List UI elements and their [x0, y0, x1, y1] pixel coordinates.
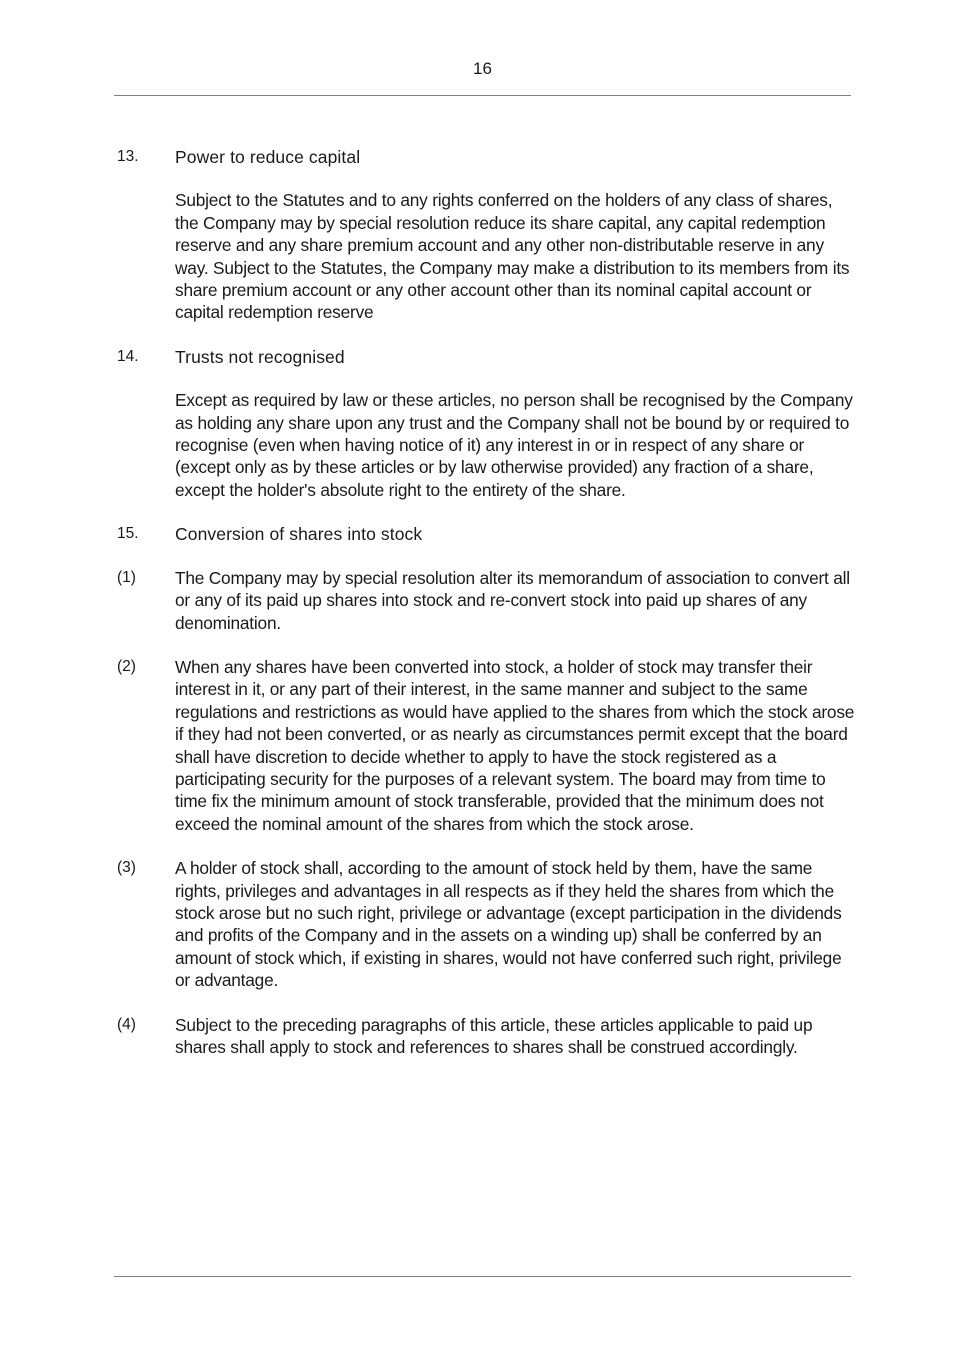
article-15-paragraph-3	[117, 857, 857, 991]
article-number: 14.	[117, 347, 139, 365]
article-number: 15.	[117, 525, 139, 543]
paragraph-label: (3)	[117, 859, 136, 877]
paragraph-text: Subject to the preceding paragraphs of this article, these articles applicable to paid up shares shall apply to stock and references to shares shall be construed accordingly.	[175, 1014, 813, 1057]
footer-rule	[114, 1276, 851, 1277]
article-heading: Trusts not recognised	[175, 346, 345, 367]
paragraph-text: Except as required by law or these articles, no person shall be recognised by the Company as holding any share upon any trust and the Company shall not be bound by or required to recognise (even when having notice of it) any interest in or in respect of any share or (except only as by these articles or by law otherwise provided) any fraction of a share, except the holder's absolute right to the entirety of the share.	[175, 390, 853, 500]
header-rule	[114, 95, 851, 96]
article-14-heading-row	[117, 346, 857, 368]
paragraph-text: When any shares have been converted into stock, a holder of stock may transfer their interest in it, or any part of their interest, in the same manner and subject to the same regulations and restrictions as would have applied to the shares from which the stock arose if they had not been converted, or as nearly as circumstances permit except that the board shall have discretion to decide whether to apply to have the stock registered as a participating security for the purposes of a relevant system. The board may from time to time fix the minimum amount of stock transferable, provided that the minimum does not exceed the nominal amount of the shares from which the stock arose.	[175, 656, 855, 834]
article-15-paragraph-4	[117, 1014, 857, 1059]
article-14-paragraph	[117, 389, 857, 501]
article-number: 13.	[117, 148, 139, 165]
article-heading: Conversion of shares into stock	[175, 524, 423, 545]
article-15-paragraph-1	[117, 567, 857, 634]
document-body	[117, 146, 857, 1080]
paragraph-label: (4)	[117, 1015, 136, 1033]
paragraph-label: (2)	[117, 657, 136, 675]
paragraph-text: A holder of stock shall, according to the amount of stock held by them, have the same rights, privileges and advantages in all respects as if they held the shares from which the stock arose but no such right, privilege or advantage (except participation in the dividends and profits of the Company and in the assets on a winding up) shall be conferred by an amount of stock which, if existing in shares, would not have conferred such right, privilege or advantage.	[175, 858, 842, 991]
article-15-heading-row	[117, 523, 857, 545]
paragraph-text: The Company may by special resolution alter its memorandum of association to convert all or any of its paid up shares into stock and re-convert stock into paid up shares of any denomination.	[175, 567, 850, 633]
article-13-paragraph	[117, 189, 857, 323]
article-15-paragraph-2	[117, 656, 857, 835]
article-13-heading-row	[117, 146, 857, 168]
paragraph-text: Subject to the Statutes and to any rights conferred on the holders of any class of shares, the Company may by special resolution reduce its share capital, any capital redemption reserve and any share premium account and any other non-distributable reserve in any way. Subject to the Statutes, the Company may make a distribution to its members from its share premium account or any other account other than its nominal capital account or capital redemption reserve	[175, 190, 850, 323]
paragraph-label: (1)	[117, 568, 136, 586]
article-heading: Power to reduce capital	[175, 147, 361, 167]
page-number: 16	[473, 59, 492, 78]
